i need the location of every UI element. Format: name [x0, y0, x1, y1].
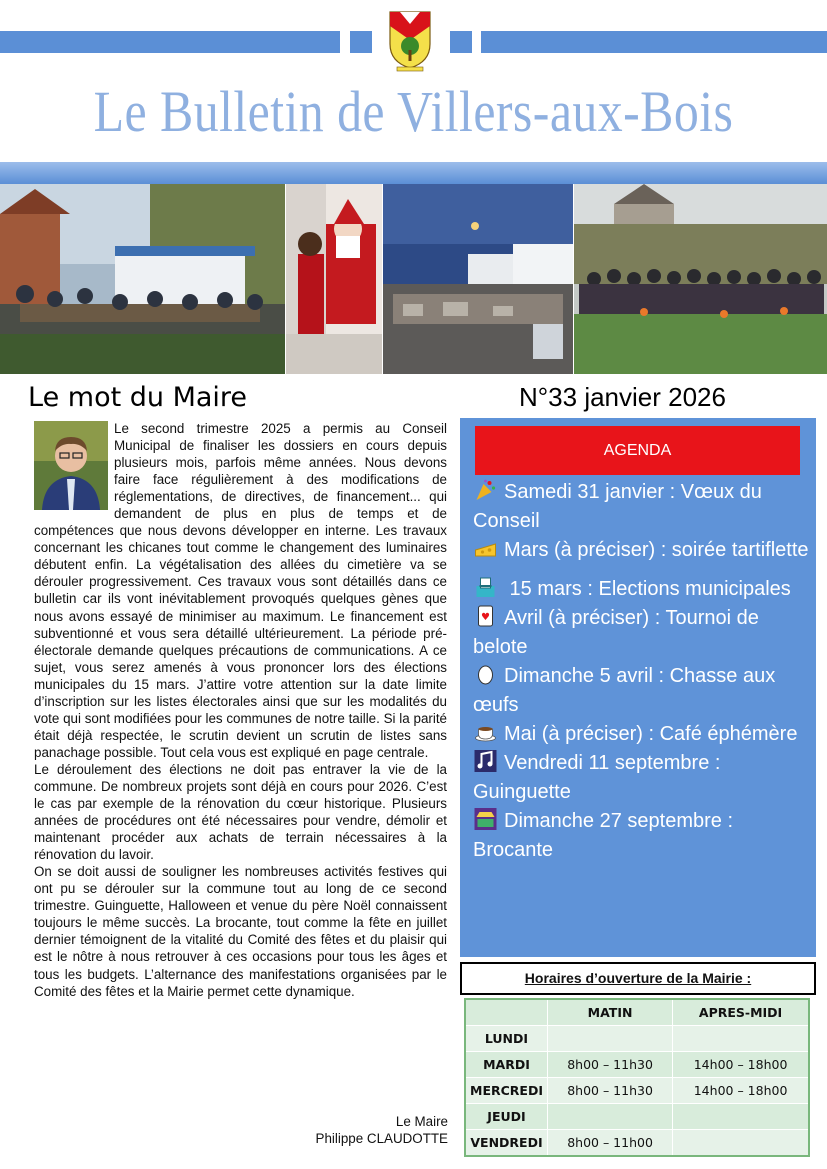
afternoon-cell — [673, 1026, 809, 1052]
morning-cell — [547, 1104, 672, 1130]
day-cell: MARDI — [465, 1052, 547, 1078]
agenda-item-text: Vendredi 11 septembre : Guinguette — [473, 752, 721, 803]
svg-text:♥: ♥ — [481, 612, 490, 623]
agenda-item — [473, 807, 813, 865]
column-header: APRES-MIDI — [673, 999, 809, 1026]
agenda-item — [473, 662, 813, 720]
agenda-item-text: Dimanche 27 septembre : Brocante — [473, 810, 734, 861]
agenda-item — [473, 575, 813, 604]
agenda-item-text: Samedi 31 janvier : Vœux du Conseil — [473, 481, 762, 532]
afternoon-cell — [673, 1104, 809, 1130]
photo-brocante — [383, 184, 573, 374]
column-header: MATIN — [547, 999, 672, 1026]
playing-card-icon — [473, 604, 498, 628]
morning-cell — [547, 1026, 672, 1052]
ballot-box-icon — [473, 575, 498, 599]
morning-cell: 8h00 – 11h30 — [547, 1078, 672, 1104]
mot-du-maire-heading: Le mot du Maire — [28, 382, 248, 413]
day-cell: VENDREDI — [465, 1130, 547, 1157]
cheese-icon — [473, 536, 498, 560]
music-notes-icon — [473, 749, 498, 773]
photo-halloween — [574, 184, 827, 374]
afternoon-cell: 14h00 – 18h00 — [673, 1078, 809, 1104]
opening-hours-title-text: Horaires d’ouverture de la Mairie : — [524, 970, 752, 986]
agenda-box — [460, 418, 816, 957]
agenda-item — [473, 478, 813, 536]
mot-paragraph-1: Le second trimestre 2025 a permis au Conseil Municipal de finaliser les dossiers en cours depuis plusieurs mois, parfois même années. Nous devons faire face régulièrement à des modifications de réglementations, de directives, de financement... qui demandent de plus en plus de temps et de compétences que nous devons développer en interne. Les travaux concernant les chicanes tout comme le changement des luminaires débutent enfin. La végétalisation des allées du cimetière va se dérouler progressivement. Ces travaux vous sont détaillés dans ce bulletin car ils vont inévitablement provoqués quelques gènes que nous avons essayé de minimiser au maximum. Le financement est subventionné et vous sera détaillé ultérieurement. La période pré-électorale demande quelques précautions de communications. A ce sujet, vous serez amenés à vous prononcer lors des élections municipales du 15 mars. J’attire votre attention sur la date limite d’inscription sur les listes électorales ainsi que sur les modalités du vote qui sont modifiées pour les communes de notre taille. Si la parité était déjà respectée, le scrutin devient un scrutin de listes sans panachage possible. Tout cela vous est expliqué en page centrale. — [34, 421, 447, 760]
agenda-item — [473, 720, 813, 749]
agenda-item-text: Mars (à préciser) : soirée tartiflette — [504, 539, 809, 561]
table-row — [465, 1130, 809, 1157]
table-header-row — [465, 999, 809, 1026]
issue-number: N°33 janvier 2026 — [519, 382, 726, 412]
egg-icon — [473, 662, 498, 686]
agenda-heading: AGENDA — [475, 426, 800, 475]
village-crest-logo — [388, 10, 432, 72]
agenda-item-text: Mai (à préciser) : Café éphémère — [504, 723, 798, 745]
coffee-cup-icon — [473, 720, 498, 744]
signature-role: Le Maire — [395, 1114, 448, 1129]
day-cell: JEUDI — [465, 1104, 547, 1130]
header-bar-right — [481, 31, 827, 53]
opening-hours-table — [464, 998, 810, 1157]
signature-name: Philippe CLAUDOTTE — [315, 1131, 448, 1146]
mot-paragraph-3: On se doit aussi de souligner les nombreuses activités festives qui ont pu se dérouler sur la commune tout au long de ce second trimestre. Guinguette, Halloween et venue du père Noël connaissent toujours le même succès. La brocante, tout comme la fête en juillet dernier témoignent de la vitalité du Comité des fêtes et du plaisir qui est le nôtre à nous retrouver à ces occasions pour tous les âges et tous les budgets. L’alternance des manifestations organisées par le Comité des fêtes et la Mairie permet cette dynamique. — [34, 864, 447, 999]
mot-du-maire-text — [34, 420, 447, 1000]
agenda-item-text: Avril (à préciser) : Tournoi de belote — [473, 607, 759, 658]
flea-market-icon — [473, 807, 498, 831]
day-cell: MERCREDI — [465, 1078, 547, 1104]
party-popper-icon — [473, 478, 498, 502]
agenda-item-text: Dimanche 5 avril : Chasse aux œufs — [473, 665, 776, 716]
table-row — [465, 1104, 809, 1130]
photo-pere-noel — [286, 184, 382, 374]
table-row — [465, 1078, 809, 1104]
opening-hours-title — [460, 962, 816, 995]
agenda-list — [473, 478, 813, 865]
day-cell: LUNDI — [465, 1026, 547, 1052]
bulletin-title: Le Bulletin de Villers-aux-Bois — [93, 79, 734, 144]
agenda-item — [473, 604, 813, 662]
morning-cell: 8h00 – 11h30 — [547, 1052, 672, 1078]
afternoon-cell: 14h00 – 18h00 — [673, 1052, 809, 1078]
table-row — [465, 1052, 809, 1078]
header-square-right — [450, 31, 472, 53]
agenda-item-text: 15 mars : Elections municipales — [504, 578, 791, 600]
afternoon-cell — [673, 1130, 809, 1157]
agenda-item — [473, 749, 813, 807]
header-square-left — [350, 31, 372, 53]
table-row — [465, 1026, 809, 1052]
photo-guinguette — [0, 184, 285, 374]
column-header — [465, 999, 547, 1026]
morning-cell: 8h00 – 11h00 — [547, 1130, 672, 1157]
mot-paragraph-2: Le déroulement des élections ne doit pas entraver la vie de la commune. De nombreux projets sont déjà en cours pour 2026. C’est le cas par exemple de la rénovation du cœur historique. Plusieurs années de procédures ont été nécessaires pour vendre, démolir et maintenant procéder aux achats de terrain nécessaires à la rénovation du lavoir. — [34, 761, 447, 863]
portrait-spacer — [34, 420, 114, 512]
header-band — [0, 162, 827, 184]
header-bar-left — [0, 31, 340, 53]
agenda-item — [473, 536, 813, 565]
